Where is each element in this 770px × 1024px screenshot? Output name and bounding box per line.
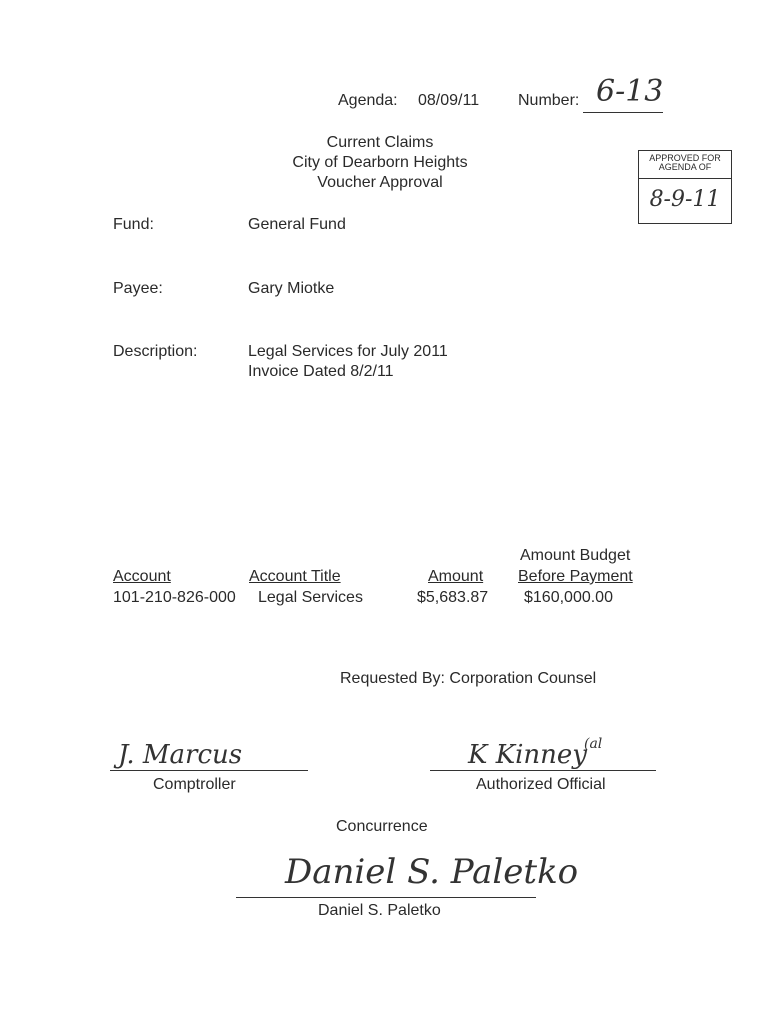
description-line-2: Invoice Dated 8/2/11 [248,363,394,380]
table-row-budget: $160,000.00 [524,589,613,606]
table-row-account: 101-210-826-000 [113,589,236,606]
stamp-label-line-1: APPROVED FOR [649,153,721,163]
comptroller-label: Comptroller [153,776,236,793]
authorized-label: Authorized Official [476,776,606,793]
budget-header-line-1: Amount Budget [520,547,631,564]
payee-value: Gary Miotke [248,280,335,297]
stamp-label [639,151,731,172]
stamp-divider [639,178,731,179]
comptroller-signature: J. Marcus [118,740,243,770]
authorized-signature-line [430,770,656,771]
requested-by: Requested By: Corporation Counsel [340,670,597,687]
number-underline [583,112,663,113]
number-label: Number: [518,92,580,109]
account-title-header: Account Title [249,568,341,585]
payee-label: Payee: [113,280,163,297]
amount-header: Amount [428,568,484,585]
table-row-account-title: Legal Services [258,589,363,606]
agenda-label: Agenda: [338,92,398,109]
title-line-3: Voucher Approval [317,174,443,191]
fund-value: General Fund [248,216,346,233]
concurrence-name: Daniel S. Paletko [318,902,441,919]
authorized-signature: K Kinney [468,740,587,770]
approval-stamp [638,150,732,224]
comptroller-signature-line [110,770,308,771]
concurrence-signature: Daniel S. Paletko [285,852,579,892]
fund-label: Fund: [113,216,154,233]
description-line-1: Legal Services for July 2011 [248,343,448,360]
stamp-label-line-2: AGENDA OF [658,162,712,172]
authorized-signature-note: (al [584,736,603,752]
budget-header-line-2: Before Payment [518,568,633,585]
stamp-date: 8-9-11 [649,187,721,212]
table-row-amount: $5,683.87 [417,589,489,606]
description-label: Description: [113,343,198,360]
account-header: Account [113,568,171,585]
concurrence-label: Concurrence [336,818,428,835]
concurrence-signature-line [236,897,536,898]
number-value: 6-13 [596,74,664,109]
agenda-date: 08/09/11 [418,92,480,109]
title-line-2: City of Dearborn Heights [292,154,468,171]
title-line-1: Current Claims [326,134,434,151]
